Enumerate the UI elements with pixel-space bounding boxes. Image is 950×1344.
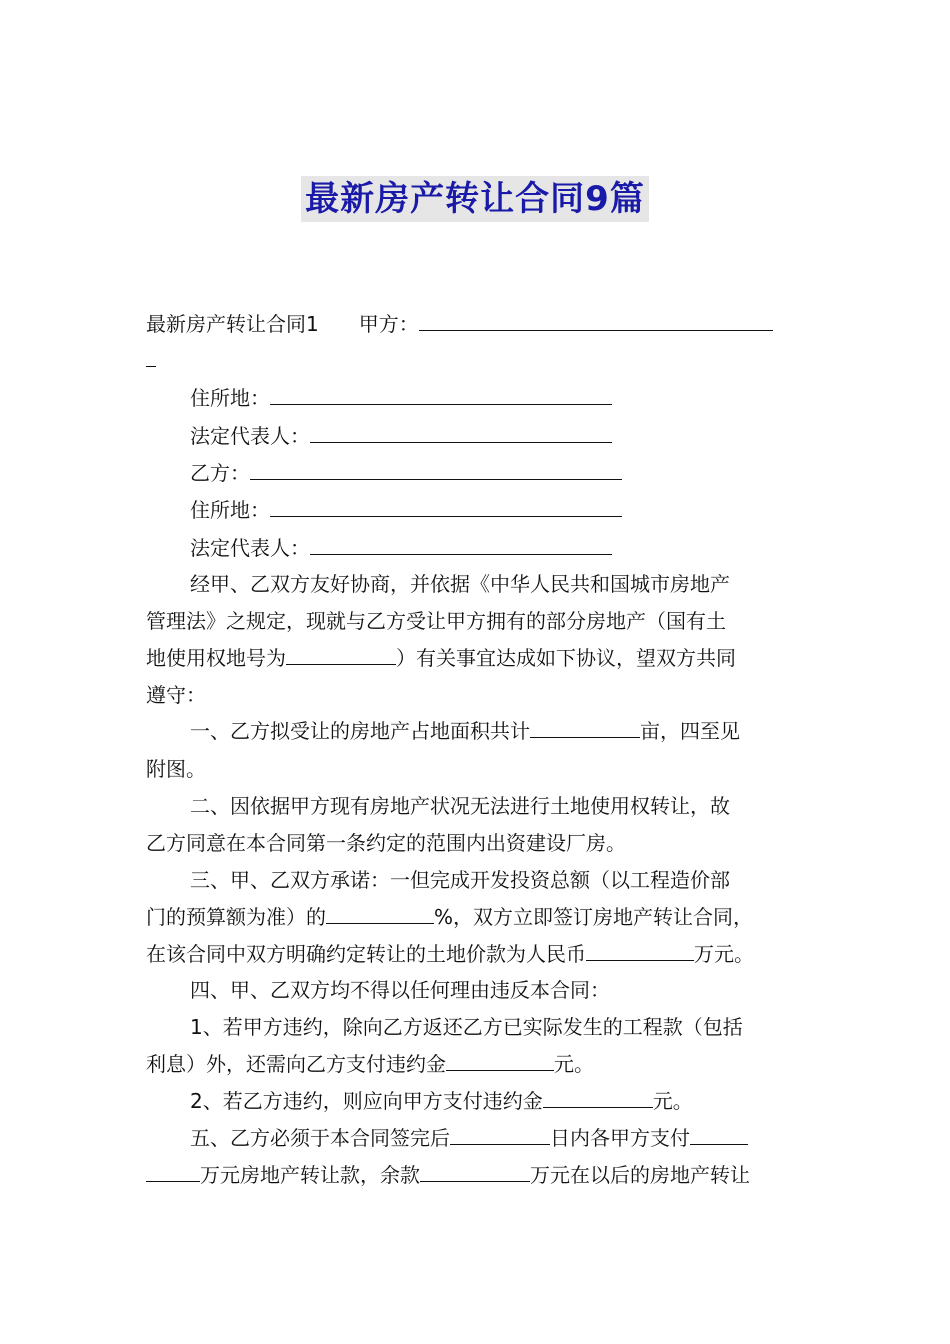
party-b-rep-line [190,534,612,562]
party-b-label: 乙方： [190,461,250,485]
paragraph-line [190,1124,748,1152]
paragraph-line [190,1087,693,1115]
address-blank [270,496,622,517]
text-span: 日内各甲方支付 [550,1126,690,1150]
paragraph-line [190,717,740,745]
text-span: ）有关事宜达成如下协议，望双方共同 [396,646,736,670]
text-span: 万元房地产转让款，余款 [200,1163,420,1187]
text-span: 2、若乙方违约，则应向甲方支付违约金 [190,1089,543,1113]
paragraph-line: 四、甲、乙双方均不得以任何理由违反本合同： [190,978,610,1002]
text-span: 五、乙方必须于本合同签完后 [190,1126,450,1150]
text-span: 一、乙方拟受让的房地产占地面积共计 [190,719,530,743]
price-blank [586,940,694,961]
paragraph-line: 管理法》之规定，现就与乙方受让甲方拥有的部分房地产（国有土 [146,609,726,633]
party-a-rep-line [190,422,612,450]
payment-blank [690,1124,748,1145]
balance-blank [420,1161,530,1182]
text-span: 地使用权地号为 [146,646,286,670]
legal-rep-label: 法定代表人： [190,536,310,560]
paragraph-line [146,644,736,672]
party-a-label: 甲方： [358,312,419,336]
text-span: 元。 [652,1089,693,1113]
party-b-address-line [190,496,622,524]
party-b-line [190,459,622,487]
paragraph-line [146,1050,594,1078]
lot-number-blank [286,644,396,665]
title-container [0,176,950,222]
paragraph-line: 乙方同意在本合同第一条约定的范围内出资建设厂房。 [146,831,626,855]
text-span: 利息）外，还需向乙方支付违约金 [146,1052,446,1076]
party-a-blank [419,310,773,331]
payment-blank-continued [146,1161,200,1182]
address-blank [270,384,612,405]
text-span: 万元。 [694,942,754,966]
paragraph-line: 三、甲、乙双方承诺：一但完成开发投资总额（以工程造价部 [190,868,730,892]
address-label: 住所地： [190,386,270,410]
paragraph-line: 经甲、乙双方友好协商，并依据《中华人民共和国城市房地产 [190,572,730,596]
party-b-blank [250,459,622,480]
text-span: 在该合同中双方明确约定转让的土地价款为人民币 [146,942,586,966]
paragraph-line: 附图。 [146,757,206,781]
paragraph-line: 1、若甲方违约，除向乙方返还乙方已实际发生的工程款（包括 [190,1015,743,1039]
text-span: 万元在以后的房地产转让 [530,1163,750,1187]
text-span: 元。 [554,1052,594,1076]
penalty-blank [446,1050,554,1071]
address-label: 住所地： [190,498,270,522]
text-span: %，双方立即签订房地产转让合同， [434,905,754,929]
legal-rep-blank [310,422,612,443]
days-blank [450,1124,550,1145]
paragraph-line [146,903,753,931]
document-title: 最新房产转让合同9篇 [301,176,649,222]
party-a-address-line [190,384,612,412]
penalty-blank [543,1087,653,1108]
contract-subtitle: 最新房产转让合同1 [146,312,319,336]
party-a-blank-continued [146,346,156,374]
percent-blank [326,903,434,924]
paragraph-line [146,940,754,968]
legal-rep-blank [310,534,612,555]
paragraph-line [146,1161,750,1189]
text-span: 亩，四至见 [640,719,740,743]
blank-underline [146,346,156,367]
area-blank [530,717,640,738]
paragraph-line: 遵守： [146,683,206,707]
paragraph-line: 二、因依据甲方现有房地产状况无法进行土地使用权转让，故 [190,794,730,818]
text-span: 门的预算额为准）的 [146,905,326,929]
contract-heading-line [146,310,773,338]
legal-rep-label: 法定代表人： [190,424,310,448]
